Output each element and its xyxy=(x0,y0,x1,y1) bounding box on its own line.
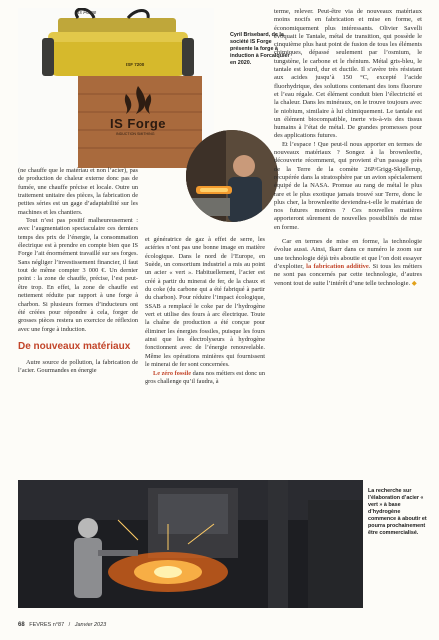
column-1 xyxy=(18,167,138,376)
caption-top: Cyril Brisebard, de la société IS Forge présente la forge à induction à Forcalquier en 2020. xyxy=(230,32,290,66)
col1-paragraph-2 xyxy=(18,217,138,334)
steel-photo xyxy=(18,480,363,608)
forge-photo xyxy=(18,8,214,168)
col2-bold-lead: Le zéro fossile xyxy=(153,369,192,377)
page-number: 68 xyxy=(18,622,25,628)
footer xyxy=(18,622,106,628)
end-mark-icon: ◆ xyxy=(411,279,417,287)
portrait-photo xyxy=(186,130,278,222)
issue-date: Janvier 2023 xyxy=(74,622,107,628)
col1-paragraph-2-text: Tout n’est pas positif malheureusement : avec l’augmentation spectaculaire ces derniers temps des prix de l’énergie, la consommation électrique est à prendre en compte bien que IS Forge l’ait énormément travaillé sur ses forges. Sans négliger l’investissement financier, il faut tout de même compter 3 000 €. Un dernier point : la zone de chauffe, précise, l’est peut-être trop. En effet, la zone de chauffe est nettement réduite par rapport à une forge à charbon. Si plusieurs formes d’inducteurs ont été créées pour répondre à cela, forger de grosses pièces restera un exercice de réflexion avec une forge à induction. xyxy=(18,217,138,333)
col1-paragraph-3: Autre source de pollution, la fabrication de l’acier. Gourmandes en énergie xyxy=(18,358,138,375)
caption-bottom: La recherche sur l’élaboration d’acier « vert » à base d’hydrogène commence à aboutir et pourra prochainement être commercialisé. xyxy=(368,488,427,536)
col2-paragraph-1: et génératrice de gaz à effet de serre, les aciéries n’ont pas une bonne image en matière écologique. Dans le nord de l’Europe, en Suède, un consortium industriel a mis au point un acier « vert ». Habituellement, l’acier est créé à partir du minerai de fer, de la chaux et du coke (du carbone qui a été fabriqué à partir du charbon). Pour réduire l’impact écologique, SSAB a remplacé le coke par de l’hydrogène vert et utilise des fours à arc électrique. Toute la chaîne de production a été conçue pour éliminer les énergies fossiles, puisque les fours ainsi que les électrolyseurs à hydrogène fonctionnent avec de l’énergie renouvelable. Même les opérations minières qui fournissent le minerai de fer sont concernées. xyxy=(145,236,265,369)
col3-paragraph-3-start: Car en termes de mise en forme, la technologie évolue aussi. Ainsi, Ikarr dans ce numéro le zoom sur une technologie déjà très aboutie et que l’on doit essayer d’exploiter, xyxy=(274,238,422,270)
magazine-name: FEVRES n°87 xyxy=(29,622,65,628)
col3-bold-term: la fabrication additive xyxy=(306,262,369,270)
brand-logo-text: IS Forge xyxy=(110,116,167,131)
col3-paragraph-2: Et l’espace ! Que peut-il nous apporter en termes de nouveaux matériaux ? Songez à la brownleeïte, découverte récemment, qui provient d’un passage près de la Terre de la comète 26P/Grigg-Skjellerup, récupérée dans la stratosphère par un avion spécialement équipé de la NASA. Promue au rang de métal le plus rare et le plus exotique jamais trouvé sur Terre, donc le plus cher, la brownleeïte deviendra-t-elle le matériau de nos futures montres ? Ces nouvelles matières apporteront sûrement de nouvelles possibilités de mise en forme. xyxy=(274,140,422,231)
col3-paragraph-3-end: . Si tous les métiers ne sont pas concernés par cette technologie, d’autres venont tout de suite l’intérêt d’une telle technologie. xyxy=(274,262,423,287)
column-3 xyxy=(274,8,422,288)
machine-label: Is Forge xyxy=(78,10,97,16)
section-heading: De nouveaux matériaux xyxy=(18,340,131,352)
column-2 xyxy=(145,236,265,386)
col2-paragraph-2-text: dans nos métiers est donc un gros challenge qu’il faudra, à xyxy=(145,369,265,385)
col3-paragraph-3 xyxy=(274,238,422,288)
brand-tagline: INDUCTION SMITHING xyxy=(116,132,155,136)
footer-separator: / xyxy=(68,622,71,628)
machine-model-label: ISF 7200 xyxy=(126,62,145,67)
col1-paragraph-1: (ne chauffe que le matériau et non l’acier), pas de production de chaleur externe donc pas de fumée, une chauffe précise et locale. Outre un traitement unitaire des pièces, la fabrication de petites séries est un gage d’adaptabilité sur les machines et les chantiers. xyxy=(18,167,138,216)
col3-paragraph-1: terme, relever. Peut-être via de nouveaux matériaux moins nocifs en fabrication et mise en forme, et économiquement plus intéressants. Olivier Savelli évoquait le Tantale, métal de transition, qui possède le cinquième plus haut point de fusion de tous les éléments chimiques, dépassé seulement par l’osmium, le tungstène, le carbone et le rhénium. Métal gris-bleu, le tantale est lourd, dur et ductile. Il s’avère très résistant aux acides jusqu’à 150 °C, excepté l’acide fluorhydrique, des solutions contenant des ions fluorure et l’eau régale. Cet élément conduit bien l’électricité et la chaleur. Dans les minéraux, on le trouve toujours avec le niobium, similaire à lui chimiquement. Le tantale est un élément biocompatible, inerte vis-à-vis des tissus humains à l’état de métal. De grandes promesses pour des applications futures. xyxy=(274,8,422,140)
col2-paragraph-2 xyxy=(145,370,265,387)
